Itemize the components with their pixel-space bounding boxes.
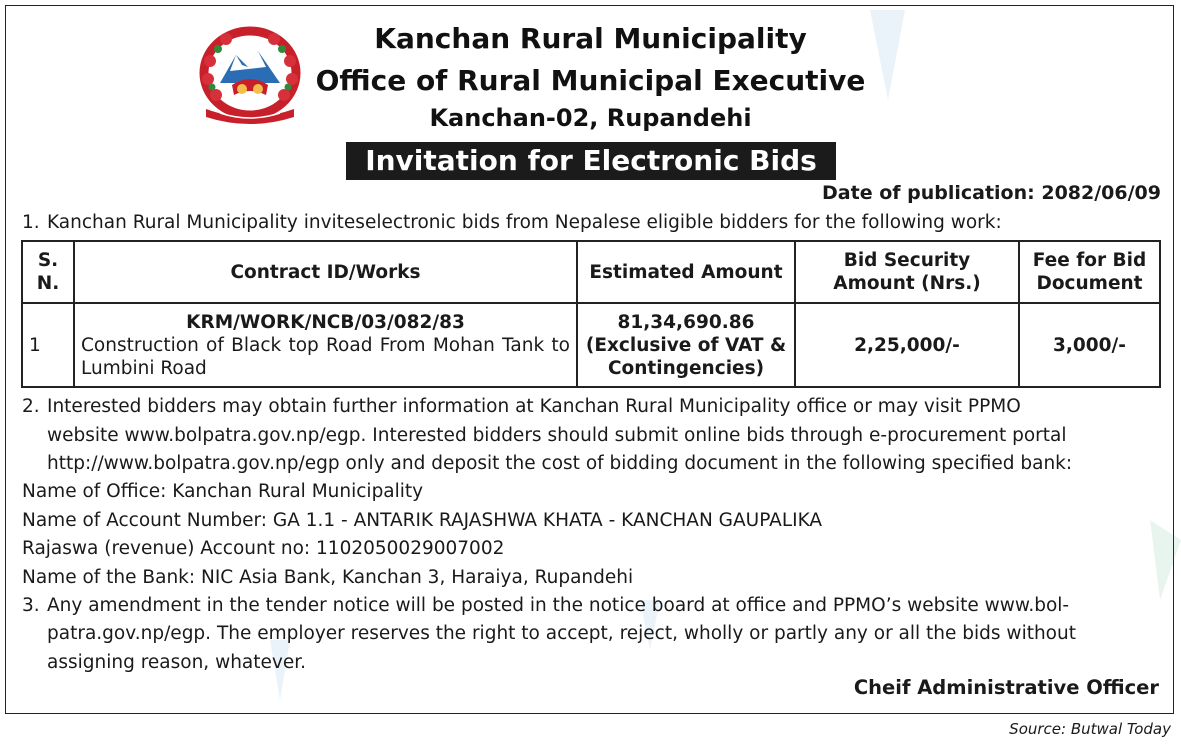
bank-detail-line: Rajaswa (revenue) Account no: 1102050029007002 — [22, 538, 505, 559]
publication-date: Date of publication: 2082/06/09 — [822, 182, 1161, 204]
column-header: Estimated Amount — [577, 241, 795, 303]
bank-detail-line: Name of Office: Kanchan Rural Municipality — [22, 481, 424, 502]
table-header-row — [22, 241, 1160, 303]
source-credit: Source: Butwal Today — [1009, 720, 1171, 738]
clause-line: website www.bolpatra.gov.np/egp. Interested bidders should submit online bids through e-procurement portal — [47, 425, 1067, 446]
clause-text: Kanchan Rural Municipality inviteselectronic bids from Nepalese eligible bidders for the following work: — [47, 212, 1002, 233]
column-header: Contract ID/Works — [74, 241, 577, 303]
bids-table — [21, 240, 1161, 388]
estimated-amount-cell — [577, 303, 795, 387]
work-cell — [74, 303, 577, 387]
clause-line: assigning reason, whatever. — [47, 652, 307, 673]
estimated-note: (Exclusive of VAT & Contingencies) — [585, 334, 787, 379]
address: Kanchan-02, Rupandehi — [429, 104, 752, 132]
fee-cell: 3,000/- — [1019, 303, 1160, 387]
column-header: S. N. — [22, 241, 74, 303]
bid-security-cell: 2,25,000/- — [795, 303, 1019, 387]
clause-number: 3. — [22, 595, 40, 616]
clause-line: patra.gov.np/egp. The employer reserves the right to accept, reject, wholly or partly any or all the bids without — [47, 623, 1076, 644]
column-header: Bid Security Amount (Nrs.) — [795, 241, 1019, 303]
estimated-amount: 81,34,690.86 — [617, 311, 755, 333]
bank-detail-line: Name of Account Number: GA 1.1 - ANTARIK RAJASHWA KHATA - KANCHAN GAUPALIKA — [22, 510, 823, 531]
clause-number: 1. — [22, 212, 40, 233]
clause-line: Any amendment in the tender notice will be posted in the notice board at office and PPMO’s website www.bol- — [47, 595, 1070, 616]
bank-detail-line: Name of the Bank: NIC Asia Bank, Kanchan 3, Haraiya, Rupandehi — [22, 567, 634, 588]
contract-id: KRM/WORK/NCB/03/082/83 — [186, 311, 465, 333]
signatory: Cheif Administrative Officer — [853, 676, 1159, 699]
clause-line: http://www.bolpatra.gov.np/egp only and deposit the cost of bidding document in the following specified bank: — [47, 453, 1073, 474]
clause-line: Interested bidders may obtain further information at Kanchan Rural Municipality office or may visit PPMO — [47, 396, 1021, 417]
column-header: Fee for Bid Document — [1019, 241, 1160, 303]
work-description: Construction of Black top Road From Mohan Tank to Lumbini Road — [81, 334, 570, 379]
clause-number: 2. — [22, 396, 40, 417]
office-name: Office of Rural Municipal Executive — [315, 64, 866, 97]
table-row — [22, 303, 1160, 387]
org-name: Kanchan Rural Municipality — [374, 22, 807, 55]
sn-cell: 1 — [22, 303, 74, 387]
notice-title: Invitation for Electronic Bids — [346, 142, 836, 180]
